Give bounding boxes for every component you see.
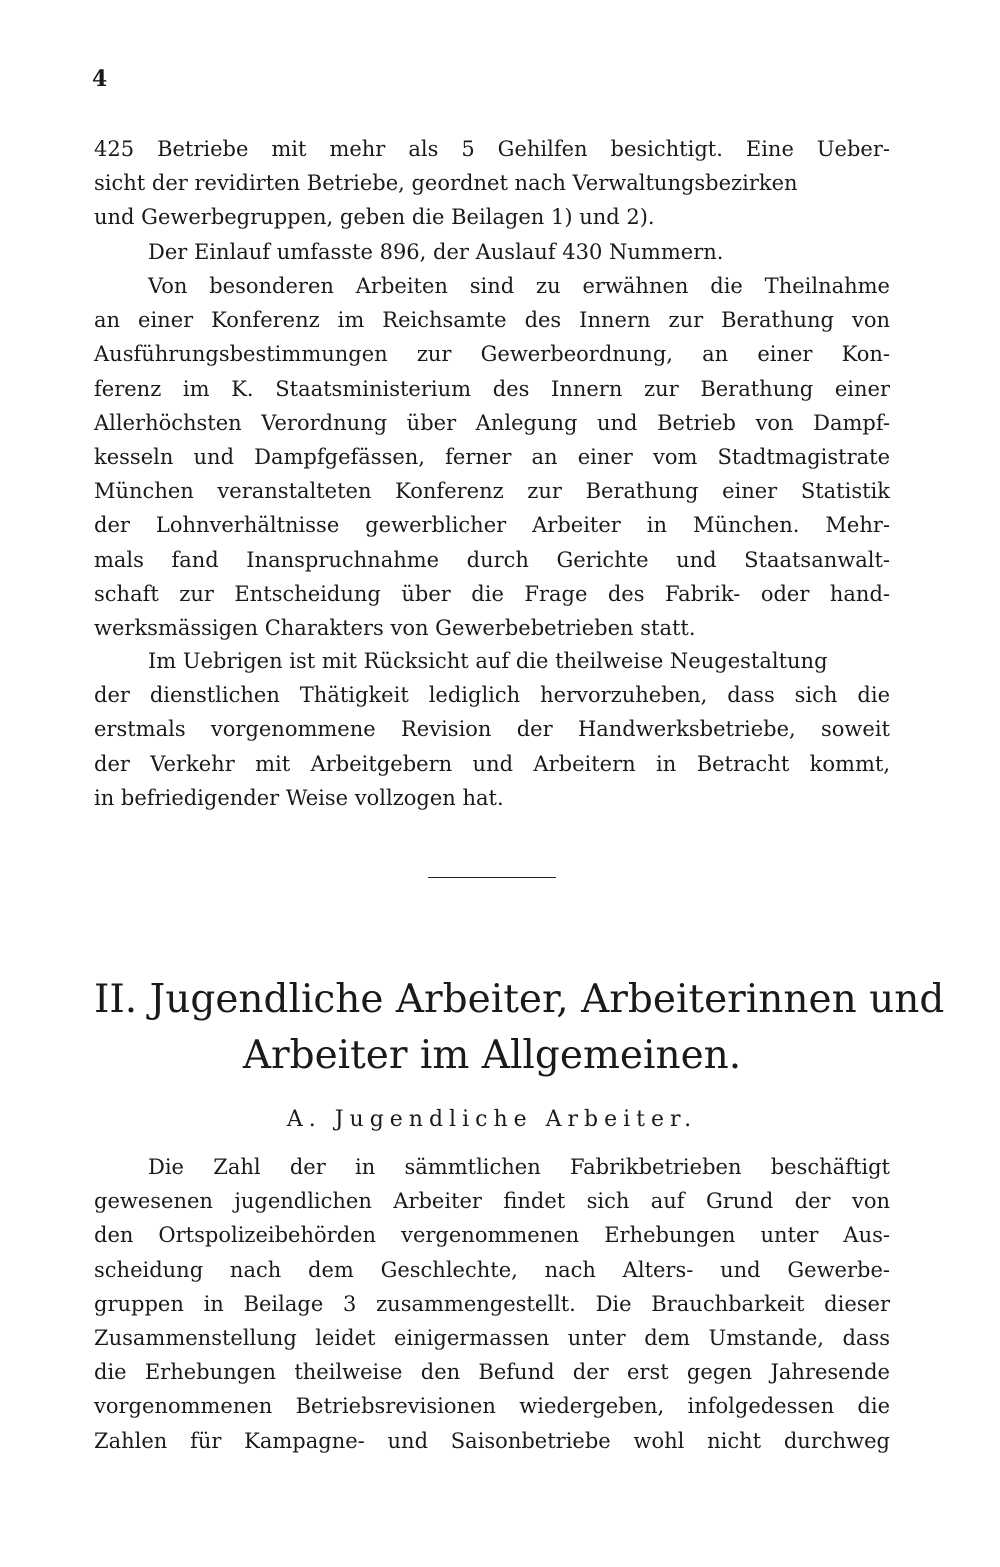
section-heading (94, 972, 945, 1084)
intro-paragraph (94, 132, 890, 269)
text-line: werksmässigen Charakters von Gewerbebetrieben statt. (94, 615, 696, 640)
subsection-heading: A. Jugendliche Arbeiter. (286, 1107, 698, 1132)
text-line: mals fand Inanspruchnahme durch Gerichte und Staatsanwalt- (94, 547, 890, 572)
text-line: in befriedigender Weise vollzogen hat. (94, 785, 504, 810)
text-line: ferenz im K. Staatsministerium des Innern zur Berathung einer (94, 376, 890, 401)
text-line: scheidung nach dem Geschlechte, nach Alters- und Gewerbe- (94, 1257, 890, 1282)
text-line: 425 Betriebe mit mehr als 5 Gehilfen besichtigt. Eine Ueber- (94, 137, 890, 161)
text-line: der Lohnverhältnisse gewerblicher Arbeiter in München. Mehr- (94, 513, 890, 538)
text-line: Ausführungsbestimmungen zur Gewerbeordnung, an einer Kon- (94, 342, 890, 367)
section-heading-line: Arbeiter im Allgemeinen. (242, 1033, 742, 1078)
section-divider (428, 877, 556, 878)
text-line: gruppen in Beilage 3 zusammengestellt. Die Brauchbarkeit dieser (94, 1291, 890, 1316)
text-line: Im Uebrigen ist mit Rücksicht auf die theilweise Neugestaltung (148, 649, 828, 673)
section-heading-line: II. Jugendliche Arbeiter, Arbeiterinnen und (94, 977, 945, 1022)
page-number: 4 (92, 66, 108, 92)
text-line: gewesenen jugendlichen Arbeiter findet sich auf Grund der von (94, 1189, 890, 1214)
paragraph-service-activity (94, 644, 890, 815)
text-line: München veranstalteten Konferenz zur Berathung einer Statistik (94, 479, 890, 504)
text-line: den Ortspolizeibehörden vergenommenen Erhebungen unter Aus- (94, 1223, 890, 1248)
text-line: Zahlen für Kampagne- und Saisonbetriebe wohl nicht durchweg (94, 1428, 890, 1453)
text-line: Von besonderen Arbeiten sind zu erwähnen die Theilnahme (148, 274, 890, 298)
paragraph-special-work (94, 269, 890, 645)
text-line: erstmals vorgenommene Revision der Handwerksbetriebe, soweit (94, 717, 890, 742)
text-line: und Gewerbegruppen, geben die Beilagen 1) und 2). (94, 205, 655, 230)
text-line: der dienstlichen Thätigkeit lediglich hervorzuheben, dass sich die (94, 683, 890, 708)
text-line: die Erhebungen theilweise den Befund der erst gegen Jahresende (94, 1360, 890, 1385)
text-line: Allerhöchsten Verordnung über Anlegung und Betrieb von Dampf- (94, 410, 890, 435)
paragraph-young-workers (94, 1150, 890, 1458)
text-line: der Verkehr mit Arbeitgebern und Arbeitern in Betracht kommt, (94, 751, 890, 776)
text-line: vorgenommenen Betriebsrevisionen wiedergeben, infolgedessen die (94, 1394, 890, 1419)
text-line: kesseln und Dampfgefässen, ferner an einer vom Stadtmagistrate (94, 444, 890, 469)
text-line: Die Zahl der in sämmtlichen Fabrikbetrieben beschäftigt (148, 1155, 890, 1179)
text-line: Zusammenstellung leidet einigermassen unter dem Umstande, dass (94, 1325, 890, 1350)
text-line: schaft zur Entscheidung über die Frage des Fabrik- oder hand- (94, 581, 890, 606)
text-line: sicht der revidirten Betriebe, geordnet nach Verwaltungsbezirken (94, 171, 798, 196)
text-line: Der Einlauf umfasste 896, der Auslauf 430 Nummern. (148, 239, 724, 264)
text-line: an einer Konferenz im Reichsamte des Innern zur Berathung von (94, 308, 890, 333)
